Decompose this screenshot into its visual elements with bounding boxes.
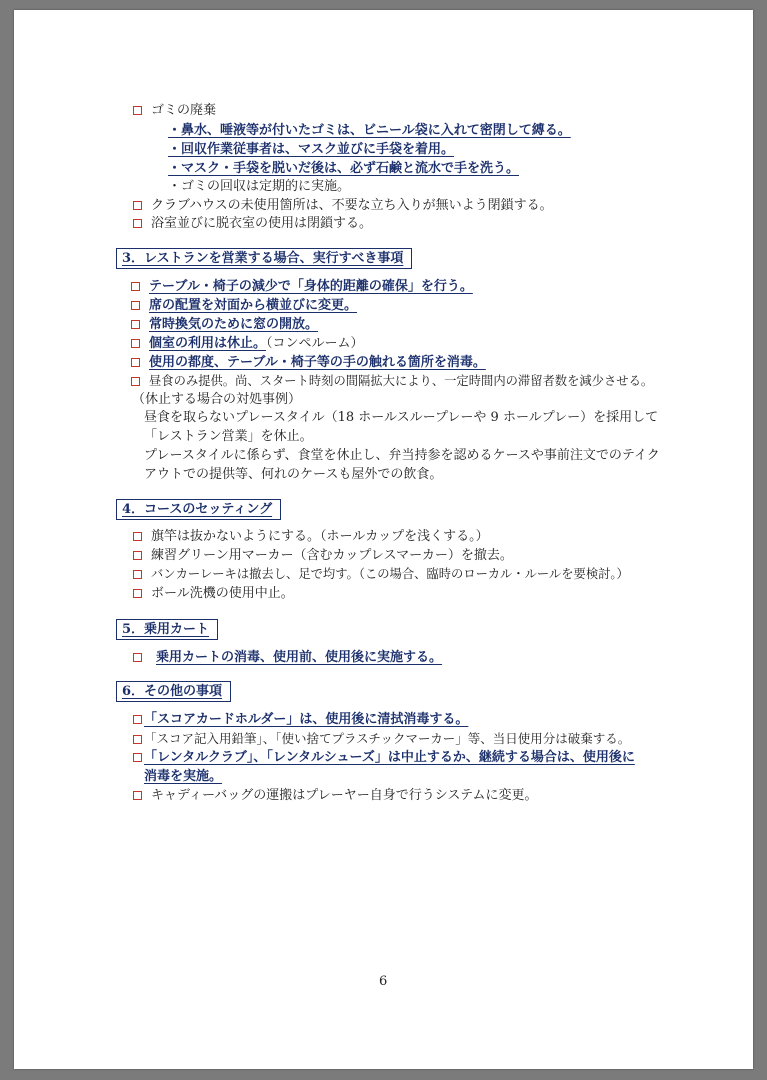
bath-item: 浴室並びに脱衣室の使用は閉鎖する。	[133, 215, 372, 232]
section5-item-1: 乗用カートの消毒、使用前、使用後に実施する。	[133, 649, 442, 666]
garbage-bullet-1: ・鼻水、唾液等が付いたゴミは、ビニール袋に入れて密閉して縛る。	[168, 123, 571, 138]
checkbox-icon	[133, 106, 142, 115]
section3-note-2a: プレースタイルに係らず、食堂を休止し、弁当持参を認めるケースや事前注文でのテイク	[144, 448, 660, 463]
section4-item-2: 練習グリーン用マーカー（含むカップレスマーカー）を撤去。	[133, 547, 513, 564]
checkbox-icon	[133, 753, 142, 762]
checkbox-icon	[131, 358, 140, 367]
checkbox-icon	[133, 653, 142, 662]
section3-heading: 3．レストランを営業する場合、実行すべき事項	[116, 248, 412, 269]
checkbox-icon	[133, 201, 142, 210]
checkbox-icon	[131, 377, 140, 386]
checkbox-icon	[133, 735, 142, 744]
section3-note-1a: 昼食を取らないプレースタイル（18 ホールスループレーや 9 ホールプレー）を採用して	[144, 410, 659, 425]
clubhouse-item: クラブハウスの未使用箇所は、不要な立ち入りが無いよう閉鎖する。	[133, 197, 553, 214]
section6-item-3-cont: 消毒を実施。	[144, 769, 223, 784]
section3-item-1: テーブル・椅子の減少で「身体的距離の確保」を行う。	[131, 278, 473, 295]
section3-item-6: 昼食のみ提供。尚、スタート時刻の間隔拡大により、一定時間内の滞留者数を減少させる。	[131, 373, 653, 390]
checkbox-icon	[131, 320, 140, 329]
section4-item-4: ボール洗機の使用中止。	[133, 585, 294, 602]
checkbox-icon	[131, 282, 140, 291]
document-page	[14, 10, 753, 1069]
section4-item-3: バンカーレーキは撤去し、足で均す。（この場合、臨時のローカル・ルールを要検討。）	[133, 566, 629, 583]
section3-item-3: 常時換気のために窓の開放。	[131, 316, 318, 333]
checkbox-icon	[131, 339, 140, 348]
section4-item-1: 旗竿は抜かないようにする。（ホールカップを浅くする。）	[133, 528, 489, 545]
checkbox-icon	[133, 532, 142, 541]
garbage-title: ゴミの廃棄	[133, 102, 216, 119]
section6-item-3: 「レンタルクラブ」、「レンタルシューズ」は中止するか、継続する場合は、使用後に	[133, 749, 635, 766]
garbage-bullet-3: ・マスク・手袋を脱いだ後は、必ず石鹸と流水で手を洗う。	[168, 161, 520, 176]
checkbox-icon	[133, 219, 142, 228]
checkbox-icon	[133, 551, 142, 560]
page-number: 6	[379, 974, 388, 989]
section5-heading: 5．乗用カート	[116, 619, 218, 640]
section6-item-4: キャディーバッグの運搬はプレーヤー自身で行うシステムに変更。	[133, 787, 538, 804]
checkbox-icon	[133, 589, 142, 598]
section6-item-1: 「スコアカードホルダー」は、使用後に清拭消毒する。	[133, 711, 468, 728]
garbage-bullet-4: ・ゴミの回収は定期的に実施。	[168, 179, 351, 194]
section3-note-title: （休止する場合の対処事例）	[132, 392, 302, 407]
section3-note-2b: アウトでの提供等、何れのケースも屋外での飲食。	[144, 467, 443, 482]
checkbox-icon	[133, 715, 142, 724]
checkbox-icon	[133, 791, 142, 800]
section6-heading: 6．その他の事項	[116, 681, 231, 702]
section3-note-1b: 「レストラン営業」を休止。	[144, 429, 313, 444]
section3-item-2: 席の配置を対面から横並びに変更。	[131, 297, 357, 314]
section6-item-2: 「スコア記入用鉛筆」、「使い捨てプラスチックマーカー」等、当日使用分は破棄する。	[133, 730, 630, 747]
section3-item-4: 個室の利用は休止。（コンペルーム）	[131, 335, 364, 352]
checkbox-icon	[131, 301, 140, 310]
section4-heading: 4．コースのセッティング	[116, 499, 281, 520]
garbage-bullet-2: ・回収作業従事者は、マスク並びに手袋を着用。	[168, 142, 455, 157]
section3-item-5: 使用の都度、テーブル・椅子等の手の触れる箇所を消毒。	[131, 354, 486, 371]
checkbox-icon	[133, 570, 142, 579]
